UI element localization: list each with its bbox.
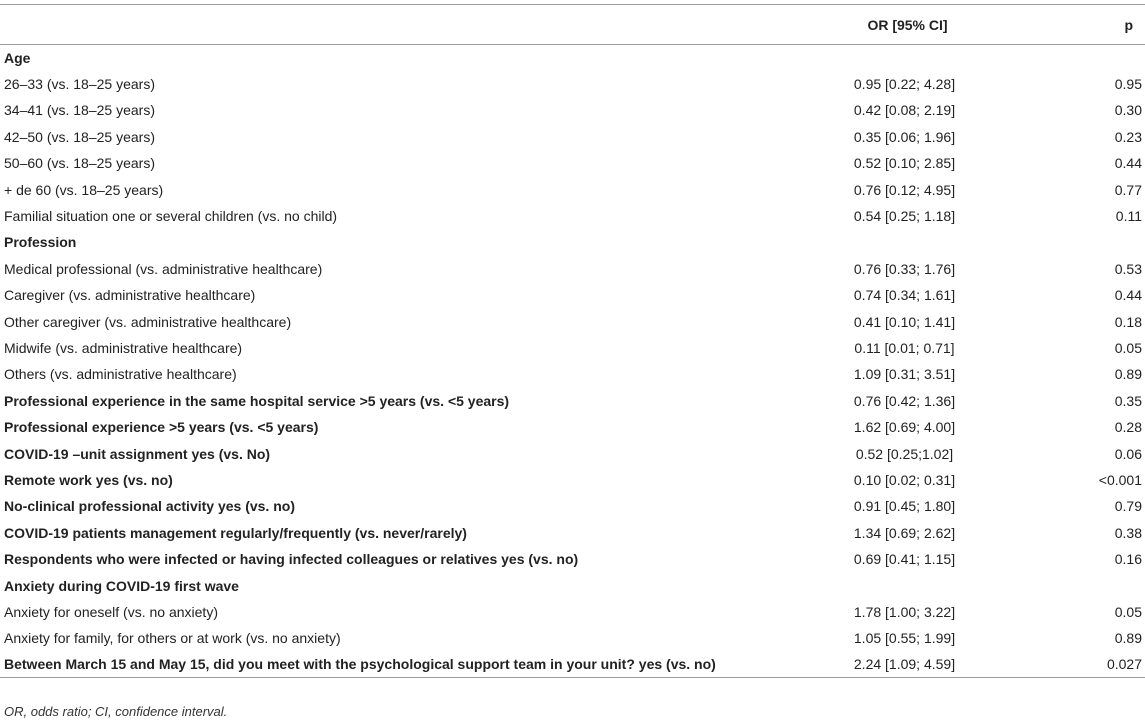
row-label: 50–60 (vs. 18–25 years) <box>4 155 155 172</box>
table-row <box>0 440 1145 466</box>
table-row <box>0 625 1145 651</box>
row-label: Between March 15 and May 15, did you meet with the psychological support team in your unit? yes (vs. no) <box>0 651 824 677</box>
table-body <box>0 45 1145 678</box>
header-variable <box>0 5 824 45</box>
row-odds-ratio: 0.95 [0.22; 4.28] <box>853 76 956 93</box>
row-odds-ratio: 1.09 [0.31; 3.51] <box>853 366 956 383</box>
row-p-value: 0.44 <box>1114 155 1142 172</box>
table-row <box>0 45 1145 71</box>
table-row <box>0 546 1145 572</box>
row-p-value: 0.16 <box>1114 551 1142 568</box>
row-label: Medical professional (vs. administrative healthcare) <box>4 260 323 277</box>
header-row <box>0 5 1145 45</box>
table-row <box>0 97 1145 123</box>
header-or: OR [95% CI] <box>824 5 1015 45</box>
row-odds-ratio: 0.35 [0.06; 1.96] <box>853 128 956 145</box>
row-odds-ratio: 0.41 [0.10; 1.41] <box>853 313 956 330</box>
row-p-value: 0.35 <box>1114 392 1142 409</box>
row-p-value: 0.44 <box>1114 287 1142 304</box>
row-odds-ratio <box>824 45 1015 71</box>
table-row <box>0 229 1145 255</box>
row-label: 26–33 (vs. 18–25 years) <box>4 76 155 93</box>
table-row <box>0 308 1145 334</box>
row-odds-ratio: 0.76 [0.33; 1.76] <box>853 260 956 277</box>
row-p-value: 0.89 <box>1114 630 1142 647</box>
table-row <box>0 71 1145 97</box>
row-p-value: 0.28 <box>1114 419 1142 436</box>
row-odds-ratio: 0.52 [0.10; 2.85] <box>853 155 956 172</box>
table-row <box>0 361 1145 387</box>
row-odds-ratio: 0.42 [0.08; 2.19] <box>853 102 956 119</box>
row-label: 34–41 (vs. 18–25 years) <box>4 102 155 119</box>
row-p-value <box>1015 572 1145 598</box>
row-odds-ratio: 0.52 [0.25;1.02] <box>855 445 954 462</box>
row-p-value: 0.30 <box>1114 102 1142 119</box>
odds-ratio-table <box>0 4 1145 678</box>
row-p-value <box>1015 229 1145 255</box>
row-p-value: <0.001 <box>1098 471 1142 488</box>
row-p-value: 0.05 <box>1114 603 1142 620</box>
row-odds-ratio: 0.91 [0.45; 1.80] <box>853 498 956 515</box>
row-p-value: 0.77 <box>1114 181 1142 198</box>
row-label: + de 60 (vs. 18–25 years) <box>4 181 164 198</box>
table-row <box>0 520 1145 546</box>
row-odds-ratio: 1.78 [1.00; 3.22] <box>853 603 956 620</box>
table-row <box>0 414 1145 440</box>
row-label: Other caregiver (vs. administrative healthcare) <box>4 313 292 330</box>
row-label: COVID-19 –unit assignment yes (vs. No) <box>4 445 271 462</box>
row-odds-ratio: 0.11 [0.01; 0.71] <box>854 339 955 356</box>
row-label: Midwife (vs. administrative healthcare) <box>4 339 243 356</box>
row-p-value: 0.05 <box>1114 339 1142 356</box>
row-label: Anxiety for oneself (vs. no anxiety) <box>4 603 218 620</box>
table-footnote: OR, odds ratio; CI, confidence interval. <box>4 704 228 719</box>
table-row <box>0 256 1145 282</box>
row-label: Professional experience in the same hospital service >5 years (vs. <5 years) <box>4 392 510 409</box>
row-label: Anxiety for family, for others or at work (vs. no anxiety) <box>4 630 341 647</box>
row-p-value: 0.11 <box>1115 208 1142 225</box>
row-odds-ratio: 0.69 [0.41; 1.15] <box>853 551 956 568</box>
table-row <box>0 388 1145 414</box>
row-odds-ratio: 1.62 [0.69; 4.00] <box>853 419 956 436</box>
table-row <box>0 150 1145 176</box>
table-row <box>0 467 1145 493</box>
row-p-value: 0.53 <box>1114 260 1142 277</box>
row-label: Respondents who were infected or having infected colleagues or relatives yes (vs. no) <box>4 551 579 568</box>
row-p-value: 0.95 <box>1114 76 1142 93</box>
row-odds-ratio: 1.05 [0.55; 1.99] <box>853 630 956 647</box>
row-label: Professional experience >5 years (vs. <5 years) <box>4 419 319 436</box>
row-p-value: 0.79 <box>1114 498 1142 515</box>
row-p-value: 0.027 <box>1015 651 1145 677</box>
row-odds-ratio: 2.24 [1.09; 4.59] <box>824 651 1015 677</box>
row-odds-ratio: 0.74 [0.34; 1.61] <box>853 287 956 304</box>
row-label: Familial situation one or several children (vs. no child) <box>4 208 338 225</box>
row-p-value: 0.89 <box>1114 366 1142 383</box>
row-odds-ratio: 0.76 [0.12; 4.95] <box>853 181 956 198</box>
row-label: COVID-19 patients management regularly/frequently (vs. never/rarely) <box>4 524 467 541</box>
row-label: Others (vs. administrative healthcare) <box>4 366 237 383</box>
row-odds-ratio <box>824 229 1015 255</box>
row-odds-ratio: 1.34 [0.69; 2.62] <box>853 524 956 541</box>
row-odds-ratio: 0.76 [0.42; 1.36] <box>853 392 956 409</box>
table-row <box>0 282 1145 308</box>
table-header <box>0 5 1145 45</box>
header-p: p <box>1015 5 1145 45</box>
row-p-value: 0.06 <box>1114 445 1142 462</box>
row-p-value: 0.18 <box>1114 313 1142 330</box>
row-label: 42–50 (vs. 18–25 years) <box>4 128 155 145</box>
row-p-value: 0.38 <box>1114 524 1142 541</box>
row-odds-ratio: 0.10 [0.02; 0.31] <box>853 471 956 488</box>
table-row <box>0 176 1145 202</box>
row-odds-ratio: 0.54 [0.25; 1.18] <box>853 208 956 225</box>
table-row <box>0 651 1145 677</box>
table-row <box>0 203 1145 229</box>
row-p-value <box>1015 45 1145 71</box>
row-label: Age <box>4 49 31 66</box>
table-row <box>0 124 1145 150</box>
table-row <box>0 335 1145 361</box>
row-label: Remote work yes (vs. no) <box>4 471 173 488</box>
row-odds-ratio <box>824 572 1015 598</box>
row-label: Profession <box>4 234 77 251</box>
table-row <box>0 572 1145 598</box>
row-p-value: 0.23 <box>1114 128 1142 145</box>
row-label: No-clinical professional activity yes (vs. no) <box>4 498 295 515</box>
table-row <box>0 493 1145 519</box>
table-row <box>0 599 1145 625</box>
row-label: Anxiety during COVID-19 first wave <box>4 577 239 594</box>
row-label: Caregiver (vs. administrative healthcare) <box>4 287 256 304</box>
